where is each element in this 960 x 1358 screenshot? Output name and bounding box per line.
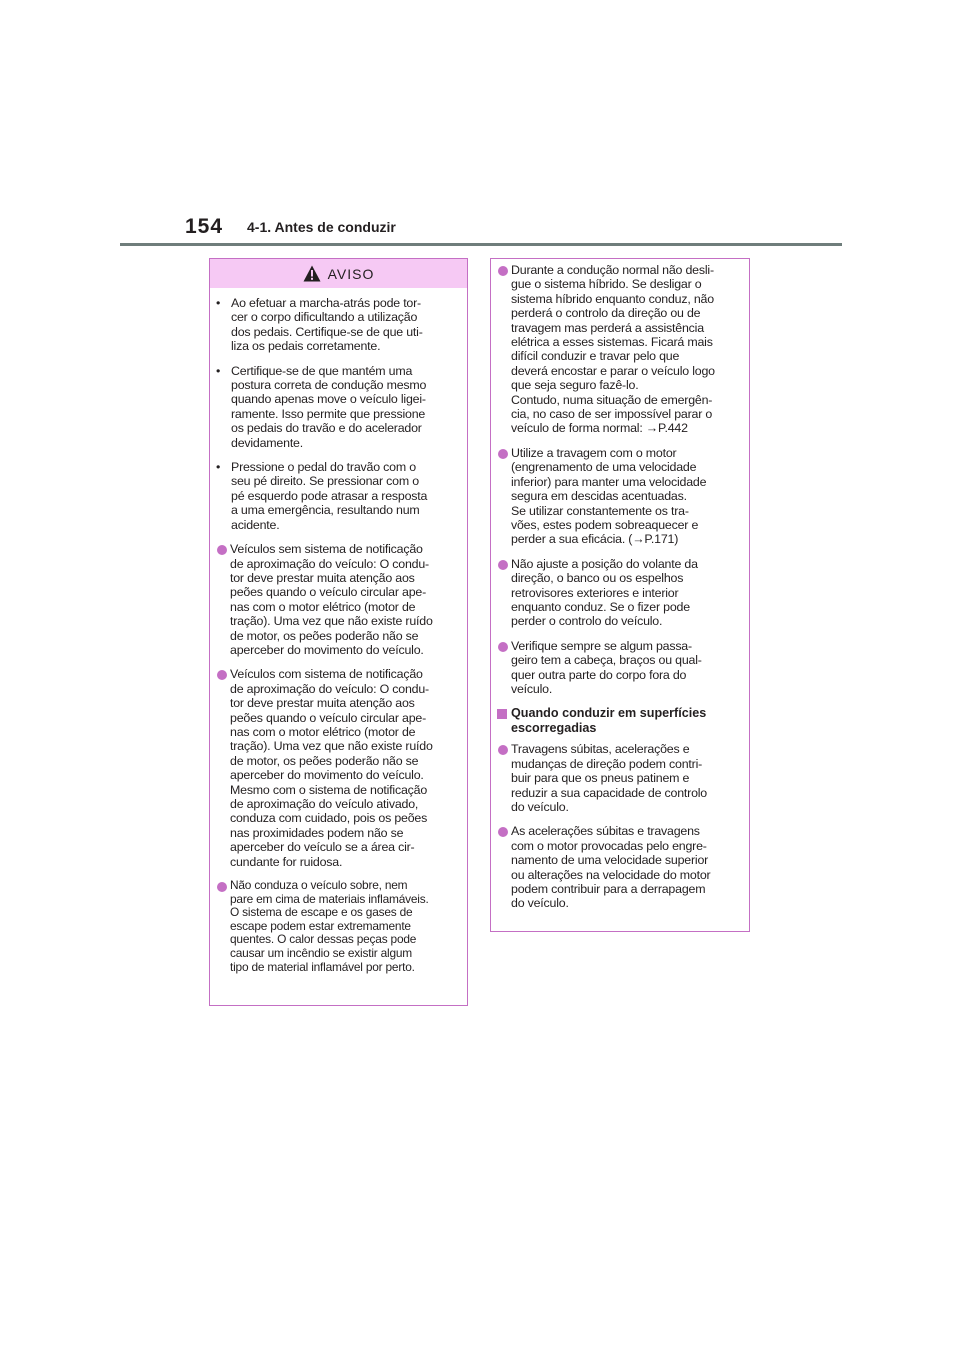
warning-dash-item <box>216 296 457 354</box>
section-title: 4-1. Antes de conduzir <box>247 219 396 235</box>
subheading-slippery-surfaces <box>497 706 739 736</box>
bullet-dot-icon <box>217 882 227 892</box>
dash-bullet: • <box>216 363 221 378</box>
right-dot-item <box>497 557 739 629</box>
bullet-dot-icon <box>498 266 508 276</box>
bullet-dot-icon <box>498 642 508 652</box>
dash-bullet: • <box>216 460 221 475</box>
warning-dash-item-text: Pressione o pedal do travão com o seu pé direito. Se pressionar com o pé esquerdo pode atrasar a resposta a uma emergência, resultando num acidente. <box>231 460 428 532</box>
right-dot-item-text: Verifique sempre se algum passa- geiro tem a cabeça, braços ou qual- quer outra parte do corpo fora do veículo. <box>511 638 702 696</box>
bullet-dot-icon <box>217 545 227 555</box>
right-dot-item-text: Não ajuste a posição do volante da direção, o banco ou os espelhos retrovisores exteriores e interior enquanto conduz. Se o fizer pode perder o controlo do veículo. <box>511 556 698 629</box>
warning-box <box>209 258 468 1006</box>
warning-dot-item <box>216 879 457 974</box>
warning-dash-item-text: Certifique-se de que mantém uma postura correta de condução mesmo quando apenas move o veículo ligei- ramente. Isso permite que pressione os pedais do travão e do acelerador devidamente. <box>231 363 427 450</box>
warning-dash-item <box>216 364 457 450</box>
page-number: 154 <box>185 215 224 238</box>
continued-warning-box <box>490 258 750 932</box>
right-dot-item <box>497 639 739 697</box>
warning-dot-item <box>216 542 457 657</box>
warning-dash-item <box>216 460 457 532</box>
dash-bullet: • <box>216 296 221 310</box>
bullet-dot-icon <box>498 449 508 459</box>
right-dot-item <box>497 446 739 547</box>
right-sub-dot-item-text: Travagens súbitas, acelerações e mudanças de direção podem contri- buir para que os pneus patinem e reduzir a sua capacidade de controlo do veículo. <box>511 742 707 814</box>
warning-dot-item-text: Não conduza o veículo sobre, nem pare em cima de materiais inflamáveis. O sistema de escape e os gases de escape podem estar extremamente quentes. O calor dessas peças pode causar um incêndio se existir algum tipo de material inflamável por perto. <box>230 878 429 974</box>
header-rule <box>120 243 842 246</box>
bullet-dot-icon <box>498 560 508 570</box>
warning-dot-item <box>216 667 457 869</box>
warning-body <box>210 288 467 974</box>
warning-title: AVISO <box>327 265 375 282</box>
right-dot-item <box>497 263 739 436</box>
right-sub-dot-item <box>497 742 739 814</box>
bullet-dot-icon <box>498 827 508 837</box>
warning-dot-item-text: Veículos sem sistema de notificação de aproximação do veículo: O condu- tor deve prestar muita atenção aos peões quando o veículo circular ape- nas com o motor elétrico (motor de tração). Uma vez que não existe ruído de motor, os peões poderão não se aperceber do movimento do veículo. <box>230 542 433 657</box>
right-sub-dot-item-text: As acelerações súbitas e travagens com o motor provocadas pelo engre- namento de uma velocidade superior ou alterações na velocidade do motor podem contribuir para a derrapagem do veículo. <box>511 824 711 911</box>
warning-dot-item-text: Veículos com sistema de notificação de aproximação do veículo: O condu- tor deve prestar muita atenção aos peões quando o veículo circular ape- nas com o motor elétrico (motor de tração). Uma vez que não existe ruído de motor, os peões poderão não se aperceber do movimento do veículo. Mesmo com o sistema de notificação de aproximação do veículo ativado, conduza com cuidado, pois os peões nas proximidades podem não se aperceber do veículo se a área cir- cundante for ruidosa. <box>230 667 433 869</box>
warning-triangle-icon <box>303 265 321 282</box>
subheading-text: Quando conduzir em superfícies escorregadias <box>511 706 707 736</box>
bullet-dot-icon <box>498 745 508 755</box>
right-dot-item-text: Utilize a travagem com o motor (engrenamento de uma velocidade inferior) para manter uma velocidade segura em descidas acentuadas. Se utilizar constantemente os tra- vões, estes podem sobreaquecer e perder a sua eficácia. (→P.171) <box>511 445 707 547</box>
right-dot-item-text: Durante a condução normal não desli- gue o sistema híbrido. Se desligar o sistema híbrido enquanto conduz, não perderá o controlo da direção ou de travagem mas perderá a assistência elétrica a esses sistemas. Ficará mais difícil conduzir e travar pelo que deverá encostar e parar o veículo logo que seja seguro fazê-lo. Contudo, numa situação de emergên- cia, no caso de ser impossível parar o veículo de forma normal: →P.442 <box>511 263 715 436</box>
warning-dash-item-text: Ao efetuar a marcha-atrás pode tor- cer o corpo dificultando a utilização dos pedais. Certifique-se de que uti- liza os pedais corretamente. <box>231 296 423 354</box>
right-sub-dot-item <box>497 824 739 910</box>
square-bullet-icon <box>497 709 507 719</box>
warning-header <box>210 259 467 288</box>
bullet-dot-icon <box>217 670 227 680</box>
